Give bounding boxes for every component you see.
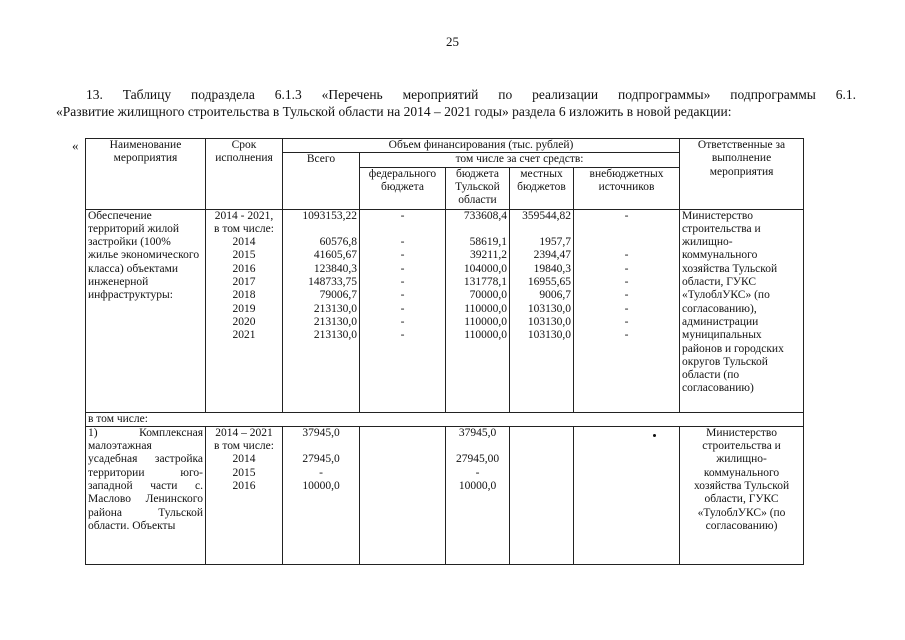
cell-line: 110000,0 (464, 302, 507, 315)
cell-line: 79006,7 (319, 289, 357, 302)
row2-regional (446, 426, 510, 564)
cell-line (285, 440, 357, 453)
cell-line: 2015 (232, 466, 256, 479)
cell-line: - (400, 315, 405, 328)
cell-line: 10000,0 (302, 480, 340, 493)
cell-line: 359544,82 (522, 209, 571, 222)
cell-line: - (400, 249, 405, 262)
row1-terms (206, 209, 283, 412)
cell-line: - (624, 289, 629, 302)
row1-local (510, 209, 574, 412)
row2-total (283, 426, 360, 564)
cell-line (362, 223, 443, 236)
cell-line: 213130,0 (313, 315, 357, 328)
cell-line: - (400, 289, 405, 302)
row2-name: 1) Комплексная малоэтажная усадебная застройка территории юго-западной части с. Маслово Ленинского района Тульской области. Объекты (86, 426, 206, 564)
measures-table (85, 138, 804, 565)
header-offbudget: внебюджетных источников (574, 167, 680, 209)
cell-line: 1957,7 (539, 236, 571, 249)
cell-line: - (400, 209, 405, 222)
row1-offbudget (574, 209, 680, 412)
row2-local (510, 426, 574, 564)
cell-line: 110000,0 (464, 329, 507, 342)
row1-responsible: Министерство строительства и жилищно-коммунального хозяйства Тульской области, ГУКС «ТулоблУКС» (по согласованию), администрации муниципальных районов и городских округов Тульской области (по согласованию) (680, 209, 804, 412)
cell-line: 148733,75 (308, 276, 357, 289)
cell-line: 37945,0 (458, 426, 497, 439)
intro-paragraph (56, 86, 856, 120)
cell-line: 41605,67 (313, 249, 357, 262)
cell-line: 19840,3 (533, 262, 571, 275)
cell-line: 131778,1 (463, 276, 507, 289)
header-including: том числе за счет средств: (360, 153, 680, 167)
cell-line (285, 223, 357, 236)
cell-line: 103130,0 (527, 329, 571, 342)
cell-line: 70000,0 (469, 289, 507, 302)
cell-line: - (400, 262, 405, 275)
cell-line (576, 236, 677, 249)
cell-line: 213130,0 (313, 329, 357, 342)
row1-name: Обеспечение территорий жилой застройки (100% жилье экономического класса) объектами инженерной инфраструктуры: (86, 209, 206, 412)
header-funding: Объем финансирования (тыс. рублей) (283, 139, 680, 153)
header-term: Срок исполнения (206, 139, 283, 210)
cell-line: - (400, 329, 405, 342)
cell-line: 2015 (232, 249, 256, 262)
cell-line: 9006,7 (539, 289, 571, 302)
cell-line: 733608,4 (463, 209, 507, 222)
cell-line: 39211,2 (470, 249, 507, 262)
cell-line: 2021 (232, 329, 256, 342)
cell-line: - (475, 466, 480, 479)
cell-line: - (624, 209, 629, 222)
cell-line: 110000,0 (464, 315, 507, 328)
cell-line: 2018 (232, 289, 256, 302)
cell-line (576, 223, 677, 236)
open-quote: « (72, 138, 79, 153)
row1-federal (360, 209, 446, 412)
cell-line: - (624, 302, 629, 315)
header-federal: федерального бюджета (360, 167, 446, 209)
cell-line: 2016 (232, 480, 256, 493)
cell-line: - (624, 262, 629, 275)
cell-line: 60576,8 (319, 236, 357, 249)
row1-regional (446, 209, 510, 412)
header-row-1 (86, 139, 804, 153)
cell-line: в том числе: (214, 222, 274, 235)
cell-line: - (400, 302, 405, 315)
header-responsible: Ответственные за выполнение мероприятия (680, 139, 804, 210)
header-name: Наименование мероприятия (86, 139, 206, 210)
cell-line: 27945,0 (302, 453, 340, 466)
cell-line: - (624, 249, 629, 262)
cell-line: - (400, 276, 405, 289)
page-number: 25 (446, 34, 459, 49)
cell-line: - (624, 329, 629, 342)
cell-line (448, 223, 507, 236)
intro-line-1: 13. Таблицу подраздела 6.1.3 «Перечень мероприятий по реализации подпрограммы» подпрограммы 6.1. (86, 87, 856, 102)
row2-offbudget (574, 426, 680, 564)
cell-line: - (400, 236, 405, 249)
cell-line: 103130,0 (527, 302, 571, 315)
cell-line: 58619,1 (469, 236, 507, 249)
cell-line: 27945,00 (455, 453, 500, 466)
table-row-sub-measure (86, 426, 804, 564)
cell-line (448, 440, 507, 453)
cell-line: 10000,0 (458, 480, 497, 493)
cell-line: 2016 (232, 262, 256, 275)
header-local: местных бюджетов (510, 167, 574, 209)
cell-line: 2014 – 2021 (215, 426, 273, 439)
cell-line: 16955,65 (527, 276, 571, 289)
cell-line: 213130,0 (313, 302, 357, 315)
cell-line: - (624, 315, 629, 328)
cell-line: 2019 (232, 302, 256, 315)
cell-line: - (624, 276, 629, 289)
table-row-main-measure (86, 209, 804, 412)
cell-line: 1093153,22 (302, 209, 357, 222)
cell-line: в том числе: (214, 440, 274, 453)
intro-line-2: «Развитие жилищного строительства в Тульской области на 2014 – 2021 годы» раздела 6 изложить в новой редакции: (56, 104, 732, 119)
table-row-subheader (86, 412, 804, 426)
cell-line: 103130,0 (527, 315, 571, 328)
cell-line: 2014 (232, 236, 256, 249)
row1-total (283, 209, 360, 412)
cell-line: 37945,0 (302, 426, 340, 439)
header-regional: бюджета Тульской области (446, 167, 510, 209)
row2-terms (206, 426, 283, 564)
stray-dot-mark (653, 434, 656, 437)
cell-line: 2394,47 (533, 249, 571, 262)
cell-line: 2017 (232, 276, 256, 289)
cell-line: 2014 - 2021, (214, 209, 274, 222)
row2-federal (360, 426, 446, 564)
row2-responsible: Министерство строительства и жилищно-коммунального хозяйства Тульской области, ГУКС «ТулоблУКС» (по согласованию) (680, 426, 804, 564)
cell-line: 2020 (232, 315, 256, 328)
cell-line: 2014 (232, 453, 256, 466)
cell-line: 104000,0 (463, 262, 507, 275)
subheader-including: в том числе: (86, 412, 804, 426)
cell-line: 123840,3 (313, 262, 357, 275)
cell-line (512, 223, 571, 236)
header-total: Всего (283, 153, 360, 209)
cell-line: - (319, 466, 323, 479)
